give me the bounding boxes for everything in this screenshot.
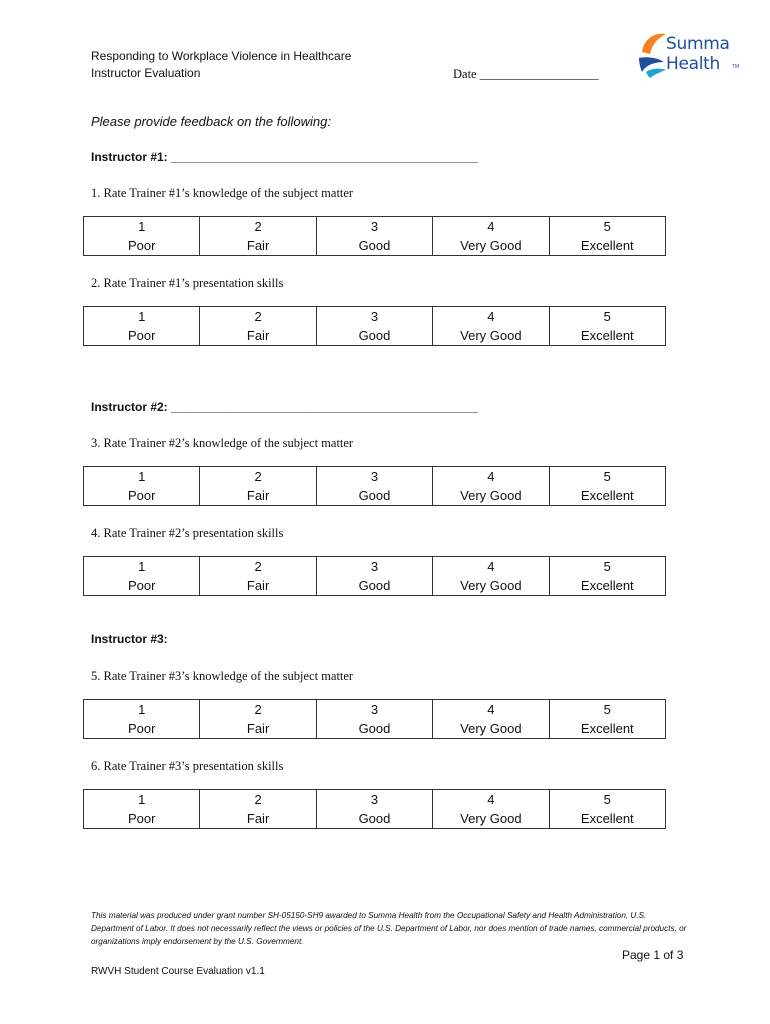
rating-label[interactable]: Good (316, 486, 432, 506)
rating-table-q3 (83, 466, 666, 506)
rating-label[interactable]: Very Good (433, 326, 549, 346)
rating-label[interactable]: Excellent (549, 236, 665, 256)
rating-label[interactable]: Excellent (549, 719, 665, 739)
instructor-3-field[interactable]: Instructor #3: (91, 632, 168, 646)
rating-table-q4 (83, 556, 666, 596)
rating-table-q2 (83, 306, 666, 346)
rating-label[interactable]: Fair (200, 809, 316, 829)
page-number: Page 1 of 3 (622, 948, 684, 962)
rating-number[interactable]: 2 (200, 307, 316, 327)
rating-number[interactable]: 4 (433, 700, 549, 720)
question-3: 3. Rate Trainer #2’s knowledge of the subject matter (91, 436, 354, 450)
rating-label[interactable]: Poor (84, 236, 200, 256)
rating-label[interactable]: Good (316, 576, 432, 596)
rating-number[interactable]: 3 (316, 557, 432, 577)
rating-number[interactable]: 2 (200, 217, 316, 237)
rating-label[interactable]: Excellent (549, 326, 665, 346)
instructor-1-field[interactable]: Instructor #1: ______________________________________________ (91, 150, 479, 164)
rating-label[interactable]: Good (316, 236, 432, 256)
rating-label[interactable]: Fair (200, 486, 316, 506)
rating-number[interactable]: 3 (316, 467, 432, 487)
rating-label[interactable]: Good (316, 809, 432, 829)
rating-number[interactable]: 5 (549, 217, 665, 237)
rating-number[interactable]: 4 (433, 790, 549, 810)
question-6: 6. Rate Trainer #3’s presentation skills (91, 759, 284, 773)
rating-label[interactable]: Fair (200, 236, 316, 256)
rating-number[interactable]: 3 (316, 790, 432, 810)
rating-number[interactable]: 5 (549, 467, 665, 487)
rating-number[interactable]: 2 (200, 790, 316, 810)
rating-number[interactable]: 1 (84, 557, 200, 577)
rating-label[interactable]: Very Good (433, 576, 549, 596)
question-4: 4. Rate Trainer #2’s presentation skills (91, 526, 284, 540)
rating-number[interactable]: 5 (549, 307, 665, 327)
rating-label[interactable]: Poor (84, 576, 200, 596)
question-2: 2. Rate Trainer #1’s presentation skills (91, 276, 284, 290)
question-1: 1. Rate Trainer #1’s knowledge of the subject matter (91, 186, 354, 200)
rating-number[interactable]: 2 (200, 700, 316, 720)
rating-number[interactable]: 1 (84, 700, 200, 720)
rating-label[interactable]: Poor (84, 326, 200, 346)
rating-label[interactable]: Fair (200, 719, 316, 739)
rating-number[interactable]: 1 (84, 307, 200, 327)
rating-number[interactable]: 4 (433, 307, 549, 327)
rating-number[interactable]: 2 (200, 467, 316, 487)
rating-label[interactable]: Good (316, 326, 432, 346)
rating-table-q6 (83, 789, 666, 829)
rating-number[interactable]: 3 (316, 700, 432, 720)
rating-label[interactable]: Very Good (433, 719, 549, 739)
summa-swoosh-icon (636, 32, 670, 78)
question-5: 5. Rate Trainer #3’s knowledge of the subject matter (91, 669, 354, 683)
rating-label[interactable]: Very Good (433, 236, 549, 256)
rating-number[interactable]: 4 (433, 217, 549, 237)
rating-number[interactable]: 4 (433, 557, 549, 577)
rating-label[interactable]: Excellent (549, 809, 665, 829)
rating-number[interactable]: 1 (84, 790, 200, 810)
document-title: Responding to Workplace Violence in Healthcare (91, 49, 352, 63)
rating-label[interactable]: Excellent (549, 486, 665, 506)
rating-label[interactable]: Poor (84, 809, 200, 829)
logo-trademark: TM (732, 64, 740, 70)
summa-health-logo (636, 32, 746, 78)
rating-number[interactable]: 1 (84, 467, 200, 487)
logo-text-health: Health (666, 54, 721, 74)
date-field[interactable]: Date ___________________ (453, 67, 599, 81)
rating-number[interactable]: 1 (84, 217, 200, 237)
rating-number[interactable]: 3 (316, 217, 432, 237)
rating-table-q1 (83, 216, 666, 256)
rating-number[interactable]: 4 (433, 467, 549, 487)
grant-disclaimer: This material was produced under grant number SH-05150-SH9 awarded to Summa Health from the Occupational Safety and Health Administration, U.S. Department of Labor. It does not necessarily reflect the views or policies of the U.S. Department of Labor, nor does mention of trade names, commercial products, or organizations imply endorsement by the U.S. Government. (91, 911, 687, 946)
rating-label[interactable]: Poor (84, 486, 200, 506)
footer-version: RWVH Student Course Evaluation v1.1 (91, 966, 265, 977)
rating-label[interactable]: Poor (84, 719, 200, 739)
rating-number[interactable]: 5 (549, 557, 665, 577)
rating-label[interactable]: Very Good (433, 486, 549, 506)
rating-number[interactable]: 5 (549, 790, 665, 810)
rating-table-q5 (83, 699, 666, 739)
rating-label[interactable]: Excellent (549, 576, 665, 596)
rating-label[interactable]: Very Good (433, 809, 549, 829)
rating-label[interactable]: Good (316, 719, 432, 739)
logo-text-summa: Summa (666, 34, 730, 54)
document-subtitle: Instructor Evaluation (91, 66, 201, 80)
rating-label[interactable]: Fair (200, 326, 316, 346)
rating-label[interactable]: Fair (200, 576, 316, 596)
rating-number[interactable]: 5 (549, 700, 665, 720)
instructor-2-field[interactable]: Instructor #2: ______________________________________________ (91, 400, 479, 414)
intro-text: Please provide feedback on the following: (91, 114, 331, 129)
rating-number[interactable]: 2 (200, 557, 316, 577)
rating-number[interactable]: 3 (316, 307, 432, 327)
